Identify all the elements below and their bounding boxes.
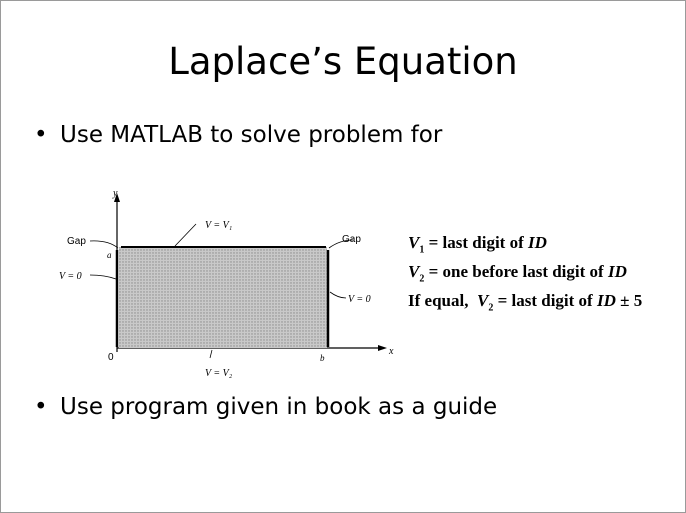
- gap-left-leader: [90, 241, 118, 248]
- equation-v2: $V_2$ = one before last digit of ID: [408, 262, 627, 285]
- corner-b-label: b: [320, 353, 325, 363]
- origin-label: 0: [108, 352, 114, 363]
- boundary-diagram: [50, 180, 395, 380]
- top-boundary-label: V = V₁: [205, 220, 233, 231]
- right-boundary-label: V = 0: [348, 294, 371, 305]
- equation-v1: $V_1$ = last digit of ID: [408, 233, 547, 256]
- bullet-item: [34, 122, 442, 148]
- left-leader: [90, 275, 116, 279]
- right-leader: [330, 292, 346, 298]
- bullet-icon: •: [34, 122, 48, 148]
- bottom-boundary-label: V = V₂: [205, 368, 233, 379]
- solution-region: [119, 247, 327, 348]
- bullet-item: [34, 394, 497, 420]
- slide-title: Laplace’s Equation: [168, 40, 518, 83]
- bullet-icon: •: [34, 394, 48, 420]
- equation-if-equal: If equal, $V_2$ = last digit of ID ± 5: [408, 291, 643, 314]
- gap-right-label: Gap: [342, 234, 361, 245]
- gap-left-label: Gap: [67, 236, 86, 247]
- y-axis-label: y: [113, 188, 118, 199]
- x-axis-label: x: [389, 346, 394, 357]
- top-leader: [175, 224, 196, 246]
- bullet-text: Use MATLAB to solve problem for: [60, 122, 443, 148]
- bottom-leader: [210, 350, 212, 358]
- x-axis-arrow-icon: [378, 345, 387, 351]
- corner-a-label: a: [107, 250, 112, 260]
- left-boundary-label: V = 0: [59, 271, 82, 282]
- bullet-text: Use program given in book as a guide: [60, 394, 498, 420]
